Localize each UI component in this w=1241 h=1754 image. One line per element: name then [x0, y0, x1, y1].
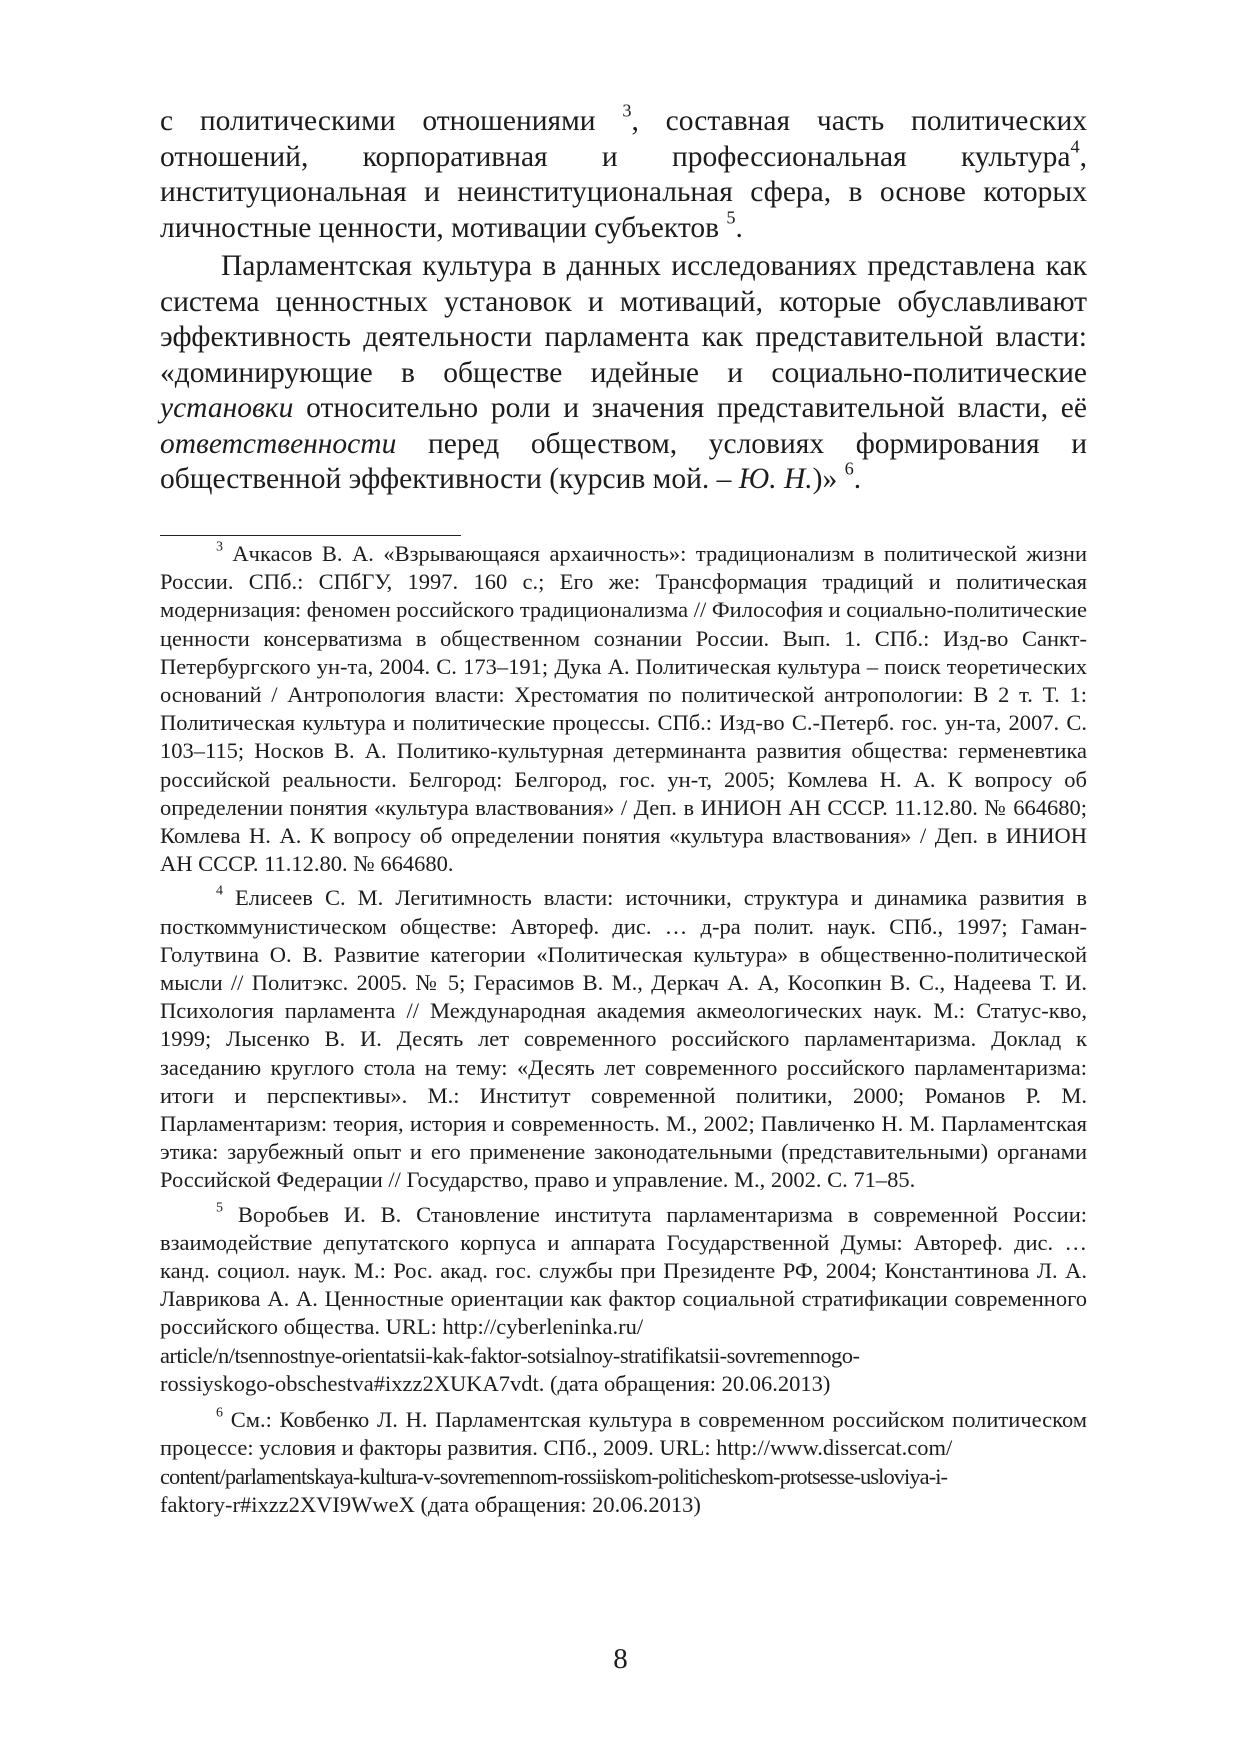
text-run: , составная часть политических отношений, корпоративная и профессиональная культура: [160, 105, 1087, 173]
footnote-ref-6[interactable]: 6: [844, 458, 854, 479]
footnote-url-line[interactable]: content/parlamentskaya-kultura-v-sovremennom-rossiiskom-politicheskom-protsesse-usloviya-i-: [160, 1463, 948, 1489]
footnote-number: 6: [216, 1405, 223, 1421]
paragraph-parliamentary-culture: [160, 249, 1087, 498]
body-text: [160, 100, 1087, 498]
footnote-number: 5: [216, 1200, 223, 1216]
page-number: 8: [613, 1643, 628, 1675]
text-run: перед обществом, условиях формирования и общественной эффективности (курсив мой. –: [160, 427, 1087, 495]
footnote-text: Ачкасов В. А. «Взрывающаяся архаичность»: традиционализм в политической жизни России. СПб.: СПбГУ, 1997. 160 с.; Его же: Трансформация традиций и политическая модернизация: феномен российского традиционализма // Философия и социально-политические ценности консерватизма в общественном сознании России. Вып. 1. СПб.: Изд-во Санкт-Петербургского ун-та, 2004. С. 173–191; Дука А. Политическая культура – поиск теоретических оснований / Антропология власти: Хрестоматия по политической антропологии: В 2 т. Т. 1: Политическая культура и политические процессы. СПб.: Изд-во С.-Петерб. гос. ун-та, 2007. С. 103–115; Носков В. А. Политико-культурная детерминанта развития общества: герменевтика российской реальности. Белгород: Белгород, гос. ун-т, 2005; Комлева Н. А. К вопросу об определении понятия «культура властвования» / Деп. в ИНИОН АН СССР. 11.12.80. № 664680; Комлева Н. А. К вопросу об определении понятия «культура властвования» / Деп. в ИНИОН АН СССР. 11.12.80. № 664680.: [160, 541, 1087, 877]
footnote-ref-3[interactable]: 3: [622, 100, 632, 121]
main-text: [160, 100, 1087, 498]
footnotes: [160, 540, 1087, 1525]
footnote-url-tail: rossiyskogo-obschestva#ixzz2XUKA7vdt. (дата обращения: 20.06.2013): [160, 1370, 831, 1396]
footnote-text: Елисеев С. М. Легитимность власти: источники, структура и динамика развития в посткоммунистическом обществе: Автореф. дис. … д-ра полит. наук. СПб., 1997; Гаман-Голутвина О. В. Развитие категории «Политическая культура» в общественно-политической мысли // Политэкс. 2005. № 5; Герасимов В. М., Деркач А. А, Косопкин В. С., Надеева Т. И. Психология парламента // Международная академия акмеологических наук. М.: Статус-кво, 1999; Лысенко В. И. Десять лет современного российского парламентаризма. Доклад к заседанию круглого стола на тему: «Десять лет современного российского парламентаризма: итоги и перспективы». М.: Институт современной политики, 2000; Романов Р. М. Парламентаризм: теория, история и современность. М., 2002; Павличенко Н. М. Парламентская этика: зарубежный опыт и его применение законодательными (представительными) органами Российской Федерации // Государство, право и управление. М., 2002. С. 71–85.: [160, 885, 1087, 1193]
text-run: относительно роли и значения представительной власти, её: [293, 392, 1087, 424]
footnote-text: См.: Ковбенко Л. Н. Парламентская культура в современном российском политическом процессе: условия и факторы развития. СПб., 2009. URL: http://www.dissercat.com/: [160, 1407, 1087, 1461]
text-run: с политическими отношениями: [160, 105, 623, 137]
text-run: , институциональная и неинституциональная сфера, в основе которых личностные ценности, мотивации субъектов: [160, 140, 1087, 244]
footnote-ref-4[interactable]: 4: [1070, 135, 1080, 156]
footnote-url-tail: faktory-r#ixzz2XVI9WweX (дата обращения: 20.06.2013): [160, 1491, 701, 1517]
italic-text: ответственности: [160, 427, 397, 460]
text-run: .: [735, 211, 743, 244]
text-run: .: [853, 463, 862, 495]
text-run: Парламентская культура в данных исследованиях представлена как система ценностных установок и мотиваций, которые обуславливают эффективность деятельности парламента как представительной власти: «доминирующие в обществе идейные и социально-политические: [160, 250, 1087, 389]
footnote-3: [160, 540, 1087, 878]
italic-text: установки: [160, 392, 294, 424]
footnote-url-line[interactable]: article/n/tsennostnye-orientatsii-kak-faktor-sotsialnoy-stratifikatsii-sovremennogo-: [160, 1342, 860, 1368]
paragraph-continuation: [160, 100, 1087, 246]
footnote-text: Воробьев И. В. Становление института парламентаризма в современной России: взаимодействие депутатского корпуса и аппарата Государственной Думы: Автореф. дис. … канд. социол. наук. М.: Рос. акад. гос. службы при Президенте РФ, 2004; Константинова Л. А. Лаврикова А. А. Ценностные ориентации как фактор социальной стратификации современного российского общества. URL: http://cyberleninka.ru/: [160, 1201, 1087, 1340]
footnote-ref-5[interactable]: 5: [726, 206, 736, 227]
footnote-5: [160, 1201, 1087, 1398]
italic-author-initials: Ю. Н.: [738, 463, 813, 495]
footnote-number: 4: [216, 883, 223, 899]
footnote-6: [160, 1406, 1087, 1519]
footnote-number: 3: [216, 539, 223, 555]
text-run: )»: [812, 463, 845, 495]
footnote-4: [160, 884, 1087, 1194]
footnote-separator: [160, 535, 461, 536]
